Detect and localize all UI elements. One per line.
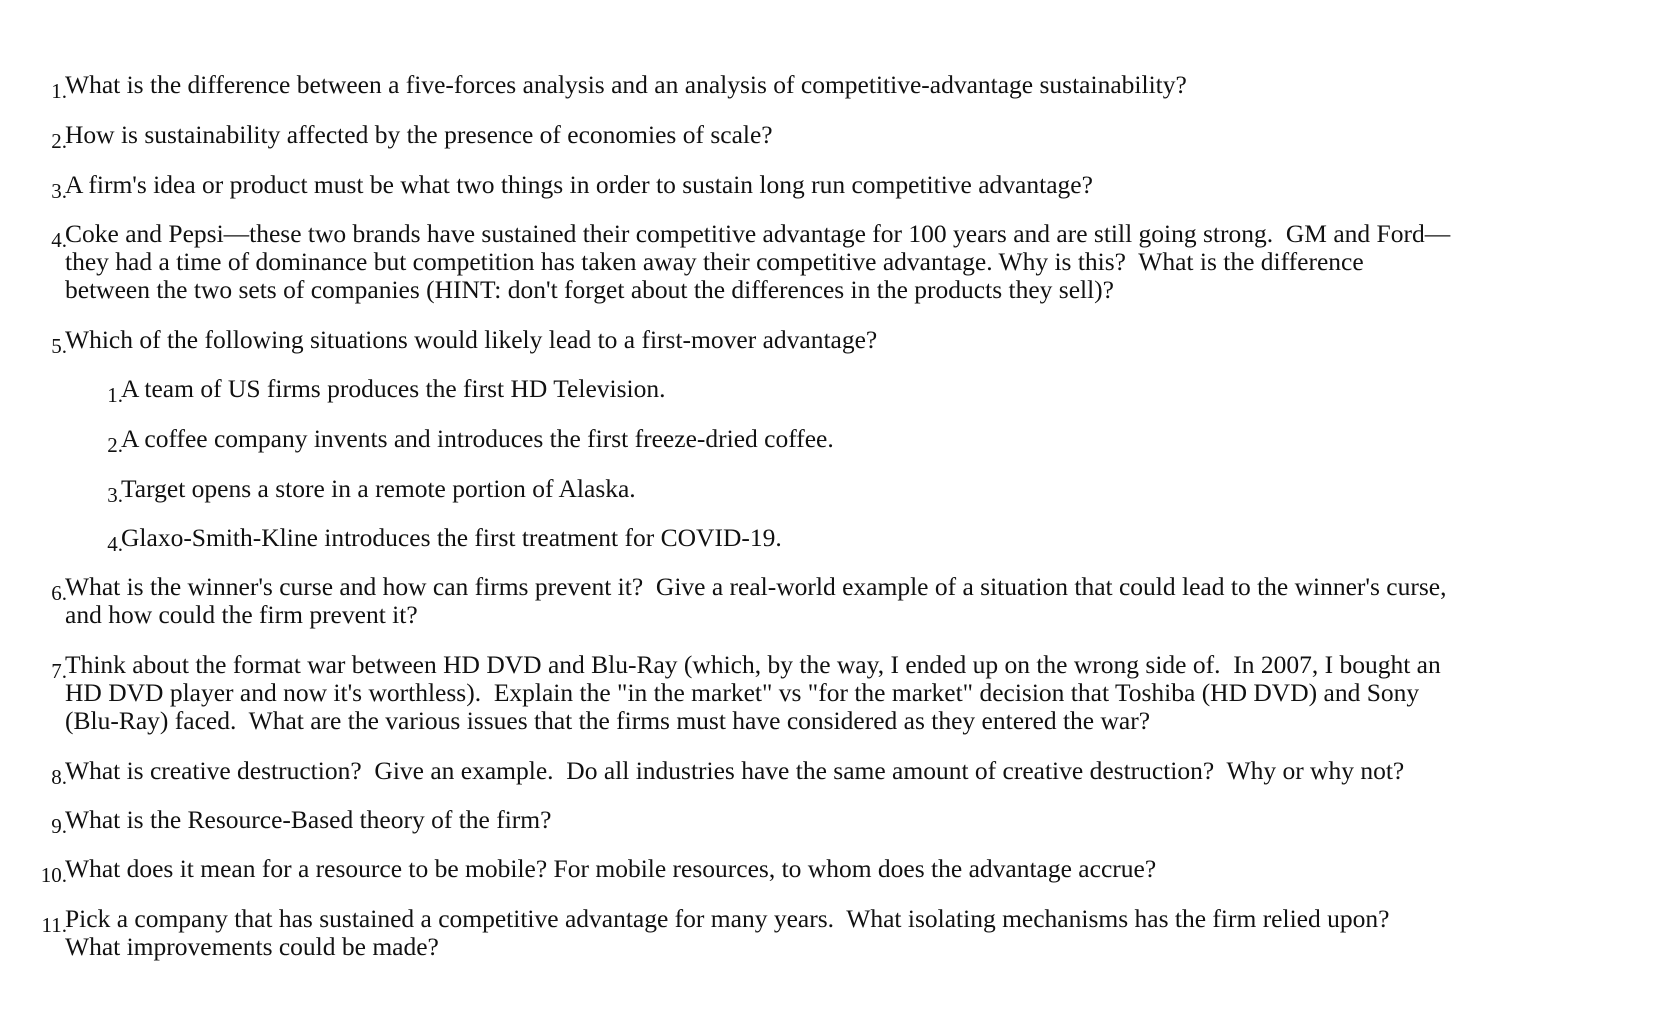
option-text: Target opens a store in a remote portion of Alaska. — [121, 474, 636, 503]
question-text-line: What is the Resource-Based theory of the firm? — [65, 805, 552, 834]
question-number: 8. — [51, 765, 67, 789]
question-text-line: and how could the firm prevent it? — [65, 600, 418, 629]
question-number: 4. — [51, 228, 67, 252]
question-text-line: HD DVD player and now it's worthless). Explain the "in the market" vs "for the market" decision that Toshiba (HD DVD) and Sony — [65, 678, 1420, 707]
option-number: 2. — [107, 433, 123, 457]
option-number: 3. — [107, 483, 123, 507]
question-text-line: (Blu-Ray) faced. What are the various issues that the firms must have considered as they entered the war? — [65, 706, 1151, 735]
option-text: A coffee company invents and introduces the first freeze-dried coffee. — [121, 424, 834, 453]
question-text-line: Which of the following situations would likely lead to a first-mover advantage? — [65, 325, 878, 354]
question-text-line: Pick a company that has sustained a competitive advantage for many years. What isolating mechanisms has the firm relied upon? — [65, 904, 1390, 933]
question-number: 1. — [51, 79, 67, 103]
question-number: 10. — [40, 863, 67, 887]
question-number: 2. — [51, 129, 67, 153]
question-text-line: Think about the format war between HD DVD and Blu-Ray (which, by the way, I ended up on the wrong side of. In 2007, I bought an — [65, 650, 1441, 679]
option-text: Glaxo-Smith-Kline introduces the first treatment for COVID-19. — [121, 523, 782, 552]
option-number: 1. — [107, 383, 123, 407]
question-number: 11. — [41, 913, 67, 937]
question-text-line: What does it mean for a resource to be mobile? For mobile resources, to whom does the advantage accrue? — [65, 854, 1157, 883]
question-number: 9. — [51, 814, 67, 838]
option-number: 4. — [107, 532, 123, 556]
question-number: 3. — [51, 179, 67, 203]
question-text-line: What is creative destruction? Give an example. Do all industries have the same amount of creative destruction? Why or why not? — [65, 756, 1405, 785]
option-text: A team of US firms produces the first HD Television. — [121, 374, 666, 403]
question-number: 5. — [51, 334, 67, 358]
question-text-line: What is the winner's curse and how can firms prevent it? Give a real-world example of a situation that could lead to the winner's curse, — [65, 572, 1447, 601]
question-number: 6. — [51, 581, 67, 605]
question-text-line: What is the difference between a five-forces analysis and an analysis of competitive-advantage sustainability? — [65, 70, 1187, 99]
question-text-line: What improvements could be made? — [65, 932, 439, 961]
question-text-line: How is sustainability affected by the presence of economies of scale? — [65, 120, 773, 149]
question-text-line: Coke and Pepsi—these two brands have sustained their competitive advantage for 100 years and are still going strong. GM and Ford— — [65, 219, 1451, 248]
question-text-line: they had a time of dominance but competition has taken away their competitive advantage. Why is this? What is the difference — [65, 247, 1364, 276]
question-text-line: A firm's idea or product must be what two things in order to sustain long run competitive advantage? — [65, 170, 1093, 199]
question-number: 7. — [51, 659, 67, 683]
question-text-line: between the two sets of companies (HINT: don't forget about the differences in the products they sell)? — [65, 275, 1114, 304]
